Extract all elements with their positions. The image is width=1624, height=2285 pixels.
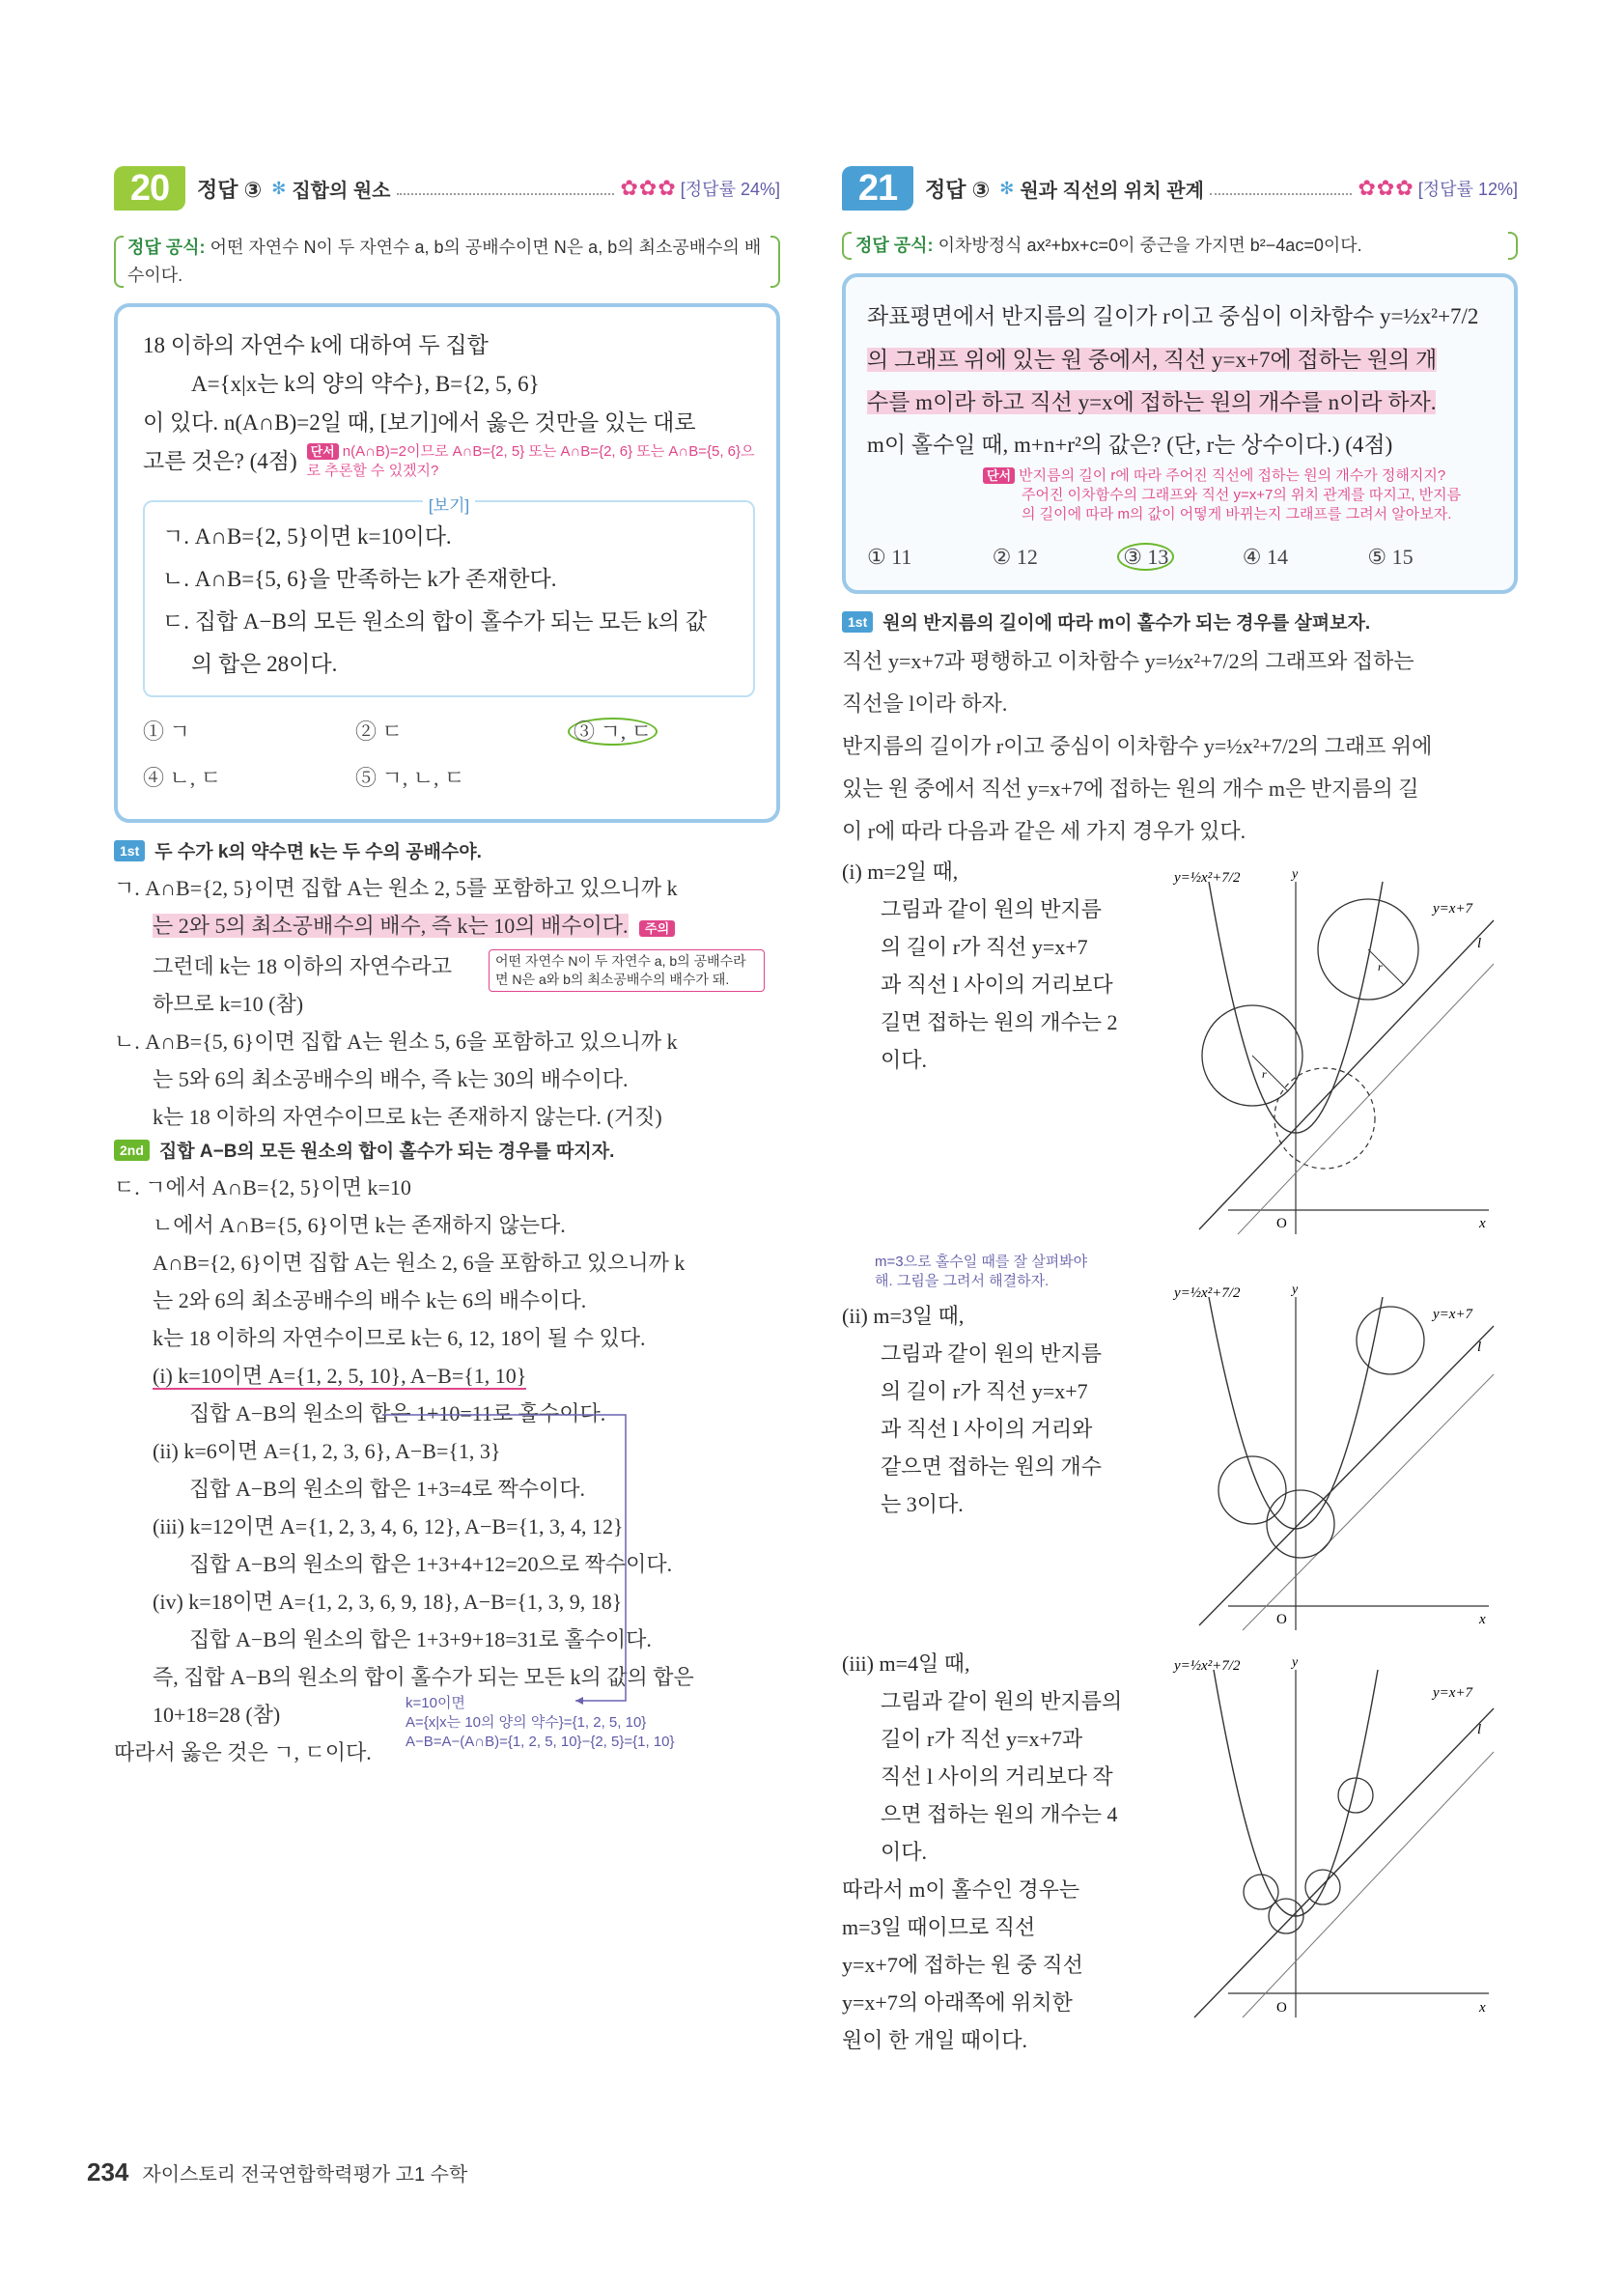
sol-line: 직선을 l이라 하자. [842, 691, 1008, 716]
line-label: y=x+7 [1433, 1685, 1473, 1701]
case-line: 그림과 같이 원의 반지름의 [881, 1689, 1123, 1713]
radius-line [1368, 949, 1404, 985]
y-label: y [1292, 1655, 1299, 1670]
case-line: 의 길이 r가 직선 y=x+7 [881, 1379, 1088, 1403]
bogi-section [143, 496, 755, 697]
curve-label: y=½x²+7/2 [1174, 1658, 1241, 1674]
case-line: (iii) m=4일 때, [842, 1651, 970, 1676]
note-line: 해. 그림을 그려서 해결하자. [875, 1273, 1050, 1289]
line-label: y=x+7 [1433, 901, 1473, 917]
line-l [1243, 1752, 1494, 2017]
note-line: m=3으로 홀수일 때를 잘 살펴봐야 [875, 1254, 1088, 1270]
case-line: 의 길이 r가 직선 y=x+7 [881, 935, 1088, 959]
choice-1[interactable]: ① 11 [867, 545, 912, 569]
problem-line: 18 이하의 자연수 k에 대하여 두 집합 [143, 333, 489, 357]
step-title: 두 수가 k의 약수면 k는 두 수의 공배수야. [154, 842, 482, 862]
choice-4[interactable]: ④ 14 [1242, 545, 1289, 569]
bogi-item: ㄴ. A∩B={5, 6}을 만족하는 k가 존재한다. [162, 567, 557, 591]
q20-problem-box [114, 303, 780, 823]
q21-tip [867, 466, 1493, 524]
problem-line [867, 339, 1493, 381]
case-line: 길면 접하는 원의 개수는 2 [881, 1010, 1118, 1034]
side-note-line: A={x|x는 10의 양의 약수}={1, 2, 5, 10} [406, 1714, 647, 1731]
case-line: 따라서 m이 홀수인 경우는 [842, 1877, 1080, 1902]
page-footer [87, 2158, 467, 2187]
q20-choices [143, 709, 755, 802]
q21-header [842, 164, 1518, 212]
asterisk-icon: ✻ [999, 178, 1015, 198]
x-label: x [1479, 2000, 1486, 2016]
bogi-box [143, 500, 755, 697]
l-label: l [1477, 1340, 1482, 1355]
q20-step1 [114, 836, 780, 869]
q21-number: 21 [842, 166, 913, 211]
tip-text: 반지름의 길이 r에 따라 주어진 직선에 접하는 원의 개수가 정해지지? [1019, 467, 1446, 484]
problem-line: 고른 것은? (4점) [143, 449, 297, 473]
line-y-x-7 [1199, 1326, 1494, 1625]
side-note-line: A−B=A−(A∩B)={1, 2, 5, 10}−{2, 5}={1, 10} [406, 1734, 675, 1750]
case-3 [842, 1645, 1518, 2070]
problem-line-text: 의 그래프 위에 있는 원 중에서, 직선 y=x+7에 접하는 원의 개 [867, 348, 1438, 372]
sol-line [114, 1357, 780, 1395]
q21-topic: 원과 직선의 위치 관계 [1020, 180, 1204, 202]
tip-text: n(A∩B)=2이므로 A∩B={2, 5} 또는 A∩B={2, 6} 또는 A∩B={5, 6}으로 추론할 수 있겠지? [306, 443, 755, 479]
step-badge: 1st [842, 611, 873, 633]
tip-tag: 단서 [307, 443, 339, 460]
case-line: 원이 한 개일 때이다. [842, 2028, 1028, 2052]
case-line: 그림과 같이 원의 반지름 [881, 1341, 1103, 1366]
formula-text: 어떤 자연수 N이 두 자연수 a, b의 공배수이면 N은 a, b의 최소공배수의 배수이다. [127, 238, 762, 285]
choice-3[interactable] [568, 709, 761, 755]
choice-2[interactable]: ② 12 [992, 545, 1038, 569]
problem-line-text: 수를 m이라 하고 직선 y=x에 접하는 원의 개수를 n이라 하자. [867, 390, 1437, 414]
sol-line: 있는 원 중에서 직선 y=x+7에 접하는 원의 개수 m은 반지름의 길 [842, 776, 1419, 801]
choice-5[interactable]: ⑤ 15 [1367, 545, 1414, 569]
tangent-circle [1357, 1307, 1424, 1374]
line-l [1243, 1374, 1494, 1630]
sol-line: (iv) k=18이면 A={1, 2, 3, 6, 9, 18}, A−B={1, 3, 9, 18} [153, 1590, 623, 1614]
step-badge: 1st [114, 840, 145, 861]
bogi-item: 의 합은 28이다. [191, 652, 338, 676]
tip-text: 의 길이에 따라 m의 값이 어떻게 바뀌는지 그래프를 그려서 알아보자. [1022, 506, 1452, 522]
sol-line: (ii) k=6이면 A={1, 2, 3, 6}, A−B={1, 3} [153, 1439, 501, 1463]
problem-line: m이 홀수일 때, m+n+r²의 값은? (단, r는 상수이다.) (4점) [867, 433, 1393, 457]
case-line: (ii) m=3일 때, [842, 1304, 965, 1328]
sol-line: 반지름의 길이가 r이고 중심이 이차함수 y=½x²+7/2의 그래프 위에 [842, 734, 1433, 758]
case-line: m=3일 때이므로 직선 [842, 1915, 1036, 1939]
line-y-x-7 [1199, 920, 1494, 1229]
problem-line: 이 있다. n(A∩B)=2일 때, [보기]에서 옳은 것만을 있는 대로 [143, 410, 696, 435]
sol-line: 따라서 옳은 것은 ㄱ, ㄷ이다. [114, 1740, 372, 1764]
case-line: 이다. [881, 1048, 928, 1072]
warn-note: 어떤 자연수 N이 두 자연수 a, b의 공배수라면 N은 a와 b의 최소공배수의 배수가 돼. [489, 949, 765, 992]
sol-line: 그런데 k는 18 이하의 자연수라고 [153, 954, 453, 978]
tangent-circle [1305, 1870, 1340, 1904]
sol-line: ㄴ. A∩B={5, 6}이면 집합 A는 원소 5, 6을 포함하고 있으니까 k [114, 1030, 678, 1054]
q20-answer: 정답 ③ [197, 177, 263, 202]
tip-tag: 단서 [983, 467, 1015, 484]
dashed-circle [1274, 1068, 1375, 1169]
question-21 [842, 164, 1518, 2070]
case-line: 이다. [881, 1840, 928, 1864]
q20-tip [307, 442, 755, 481]
sol-line: 집합 A−B의 원소의 합은 1+3+9+18=31로 홀수이다. [189, 1627, 652, 1651]
q21-answer: 정답 ③ [925, 177, 991, 202]
sol-line: ㄴ에서 A∩B={5, 6}이면 k는 존재하지 않는다. [153, 1213, 566, 1237]
step-title: 원의 반지름의 길이에 따라 m이 홀수가 되는 경우를 살펴보자. [882, 613, 1371, 634]
warn-tag: 주의 [639, 920, 675, 937]
graph-case-2 [1170, 1268, 1498, 1635]
page-number: 234 [87, 2158, 129, 2186]
case-2 [842, 1254, 1518, 1645]
formula-label: 정답 공식: [127, 238, 206, 257]
sol-line: ㄷ. ㄱ에서 A∩B={2, 5}이면 k=10 [114, 1175, 411, 1199]
line-y-x-7 [1194, 1708, 1494, 2017]
q21-choices [867, 538, 1493, 577]
sol-line: ㄱ. A∩B={2, 5}이면 집합 A는 원소 2, 5를 포함하고 있으니까 k [114, 876, 678, 900]
sol-line: 직선 y=x+7과 평행하고 이차함수 y=½x²+7/2의 그래프와 접하는 [842, 649, 1414, 673]
sol-line: 하므로 k=10 (참) [153, 992, 304, 1016]
sol-line: 10+18=28 (참) [153, 1703, 281, 1727]
choice-2[interactable]: ② ㄷ [355, 719, 403, 744]
graph-case-3 [1170, 1641, 1498, 2027]
origin-label: O [1276, 1216, 1287, 1231]
q20-header [114, 164, 780, 212]
step-title: 집합 A−B의 모든 원소의 합이 홀수가 되는 경우를 따지자. [158, 1142, 615, 1162]
q20-number: 20 [114, 166, 185, 211]
sol-line: k는 18 이하의 자연수이므로 k는 존재하지 않는다. (거짓) [153, 1105, 662, 1129]
sol-line-text: (i) k=10이면 A={1, 2, 5, 10}, A−B={1, 10} [153, 1364, 527, 1388]
r-label: r [1262, 1067, 1267, 1081]
case-line: 그림과 같이 원의 반지름 [881, 897, 1103, 921]
sol-line: 집합 A−B의 원소의 합은 1+10=11로 홀수이다. [189, 1401, 606, 1425]
case-line: 직선 l 사이의 거리보다 작 [881, 1764, 1113, 1789]
problem-line: 좌표평면에서 반지름의 길이가 r이고 중심이 이차함수 y=½x²+7/2 [867, 304, 1479, 328]
sol-line: A∩B={2, 6}이면 집합 A는 원소 2, 6을 포함하고 있으니까 k [153, 1251, 686, 1275]
choice-5[interactable]: ⑤ ㄱ, ㄴ, ㄷ [355, 766, 465, 790]
case-line: y=x+7에 접하는 원 중 직선 [842, 1953, 1083, 1977]
choice-3[interactable] [1117, 538, 1243, 577]
case-line: 길이 r가 직선 y=x+7과 [881, 1727, 1083, 1751]
case-1-text [842, 853, 1161, 1079]
x-label: x [1479, 1216, 1486, 1231]
graph-case-1 [1170, 853, 1498, 1239]
asterisk-icon: ✻ [271, 178, 287, 198]
connector-line [295, 1413, 711, 1722]
case-line: 과 직선 l 사이의 거리보다 [881, 973, 1113, 997]
y-label: y [1292, 867, 1299, 882]
side-note-line: k=10이면 [406, 1695, 465, 1711]
y-label: y [1292, 1283, 1299, 1297]
sol-line: 집합 A−B의 원소의 합은 1+3=4로 짝수이다. [189, 1477, 586, 1501]
problem-line [867, 381, 1493, 424]
case-2-note [875, 1253, 1087, 1291]
sol-line: 는 2와 6의 최소공배수의 배수 k는 6의 배수이다. [153, 1288, 587, 1312]
q21-step1 [842, 607, 1518, 640]
sol-line: 는 5와 6의 최소공배수의 배수, 즉 k는 30의 배수이다. [153, 1067, 629, 1091]
case-3-text [842, 1645, 1170, 2059]
bogi-item: ㄷ. 집합 A−B의 모든 원소의 합이 홀수가 되는 모든 k의 값 [162, 609, 708, 634]
case-2-text [842, 1297, 1161, 1523]
answer-mark: ③ 13 [1117, 543, 1174, 571]
q21-solution-a [842, 640, 1518, 853]
bogi-item: ㄱ. A∩B={2, 5}이면 k=10이다. [162, 524, 452, 549]
formula-text: 이차방정식 ax²+bx+c=0이 중근을 가지면 b²−4ac=0이다. [938, 236, 1362, 255]
dotted-leader [1210, 182, 1353, 195]
curve-label: y=½x²+7/2 [1174, 870, 1241, 886]
sol-line: (iii) k=12이면 A={1, 2, 3, 4, 6, 12}, A−B={1, 3, 4, 12} [153, 1514, 624, 1538]
problem-line: A={x|x는 k의 양의 약수}, B={2, 5, 6} [191, 372, 540, 396]
l-label: l [1477, 936, 1482, 951]
tip-text: 주어진 이차함수의 그래프와 직선 y=x+7의 위치 관계를 따지고, 반지름 [1022, 487, 1462, 503]
sol-line: k는 18 이하의 자연수이므로 k는 6, 12, 18이 될 수 있다. [153, 1326, 646, 1350]
step-badge: 2nd [114, 1140, 150, 1161]
line-label: y=x+7 [1433, 1307, 1473, 1322]
case-line: 는 3이다. [881, 1492, 964, 1516]
sol-line: 즉, 집합 A−B의 원소의 합이 홀수가 되는 모든 k의 값의 합은 [153, 1665, 694, 1689]
sol-line: 집합 A−B의 원소의 합은 1+3+4+12=20으로 짝수이다. [189, 1552, 673, 1576]
book-title: 자이스토리 전국연합학력평가 고1 수학 [142, 2164, 468, 2186]
answer-mark: ③ ㄱ, ㄷ [568, 718, 658, 746]
choice-1[interactable]: ① ㄱ [143, 719, 190, 744]
question-20 [114, 164, 780, 1771]
choice-4[interactable]: ④ ㄴ, ㄷ [143, 766, 222, 790]
sol-line [114, 907, 780, 947]
q20-step2 [114, 1136, 780, 1169]
origin-label: O [1276, 2000, 1287, 2016]
r-label: r [1378, 960, 1383, 973]
origin-label: O [1276, 1612, 1287, 1627]
q20-solution-b [114, 1169, 780, 1771]
difficulty-stars: ✿✿✿ [1358, 176, 1414, 200]
tangent-circle [1218, 1456, 1286, 1524]
case-line: (i) m=2일 때, [842, 860, 959, 884]
case-line: 같으면 접하는 원의 개수 [881, 1454, 1103, 1479]
difficulty-stars: ✿✿✿ [620, 176, 677, 200]
q20-topic: 집합의 원소 [292, 180, 391, 202]
q20-formula [114, 234, 780, 290]
case-line: 으면 접하는 원의 개수는 4 [881, 1802, 1118, 1826]
tangent-circle [1267, 1490, 1334, 1558]
dotted-leader [397, 182, 615, 195]
sol-line: 이 r에 따라 다음과 같은 세 가지 경우가 있다. [842, 819, 1246, 843]
case-line: 과 직선 l 사이의 거리와 [881, 1417, 1093, 1441]
case-line: y=x+7의 아래쪽에 위치한 [842, 1990, 1073, 2015]
q20-rate: [정답률 24%] [680, 180, 780, 199]
sol-line-text: 는 2와 5의 최소공배수의 배수, 즉 k는 10의 배수이다. [153, 914, 629, 938]
q21-problem-box [842, 273, 1518, 594]
case-1 [842, 853, 1518, 1258]
l-label: l [1477, 1722, 1482, 1737]
q21-formula [842, 232, 1518, 260]
curve-label: y=½x²+7/2 [1174, 1285, 1241, 1301]
formula-label: 정답 공식: [855, 236, 934, 255]
bogi-title: [보기] [423, 496, 475, 515]
x-label: x [1479, 1612, 1486, 1627]
q20-solution-a [114, 869, 780, 1136]
q21-rate: [정답률 12%] [1417, 180, 1518, 199]
side-note [406, 1694, 675, 1752]
